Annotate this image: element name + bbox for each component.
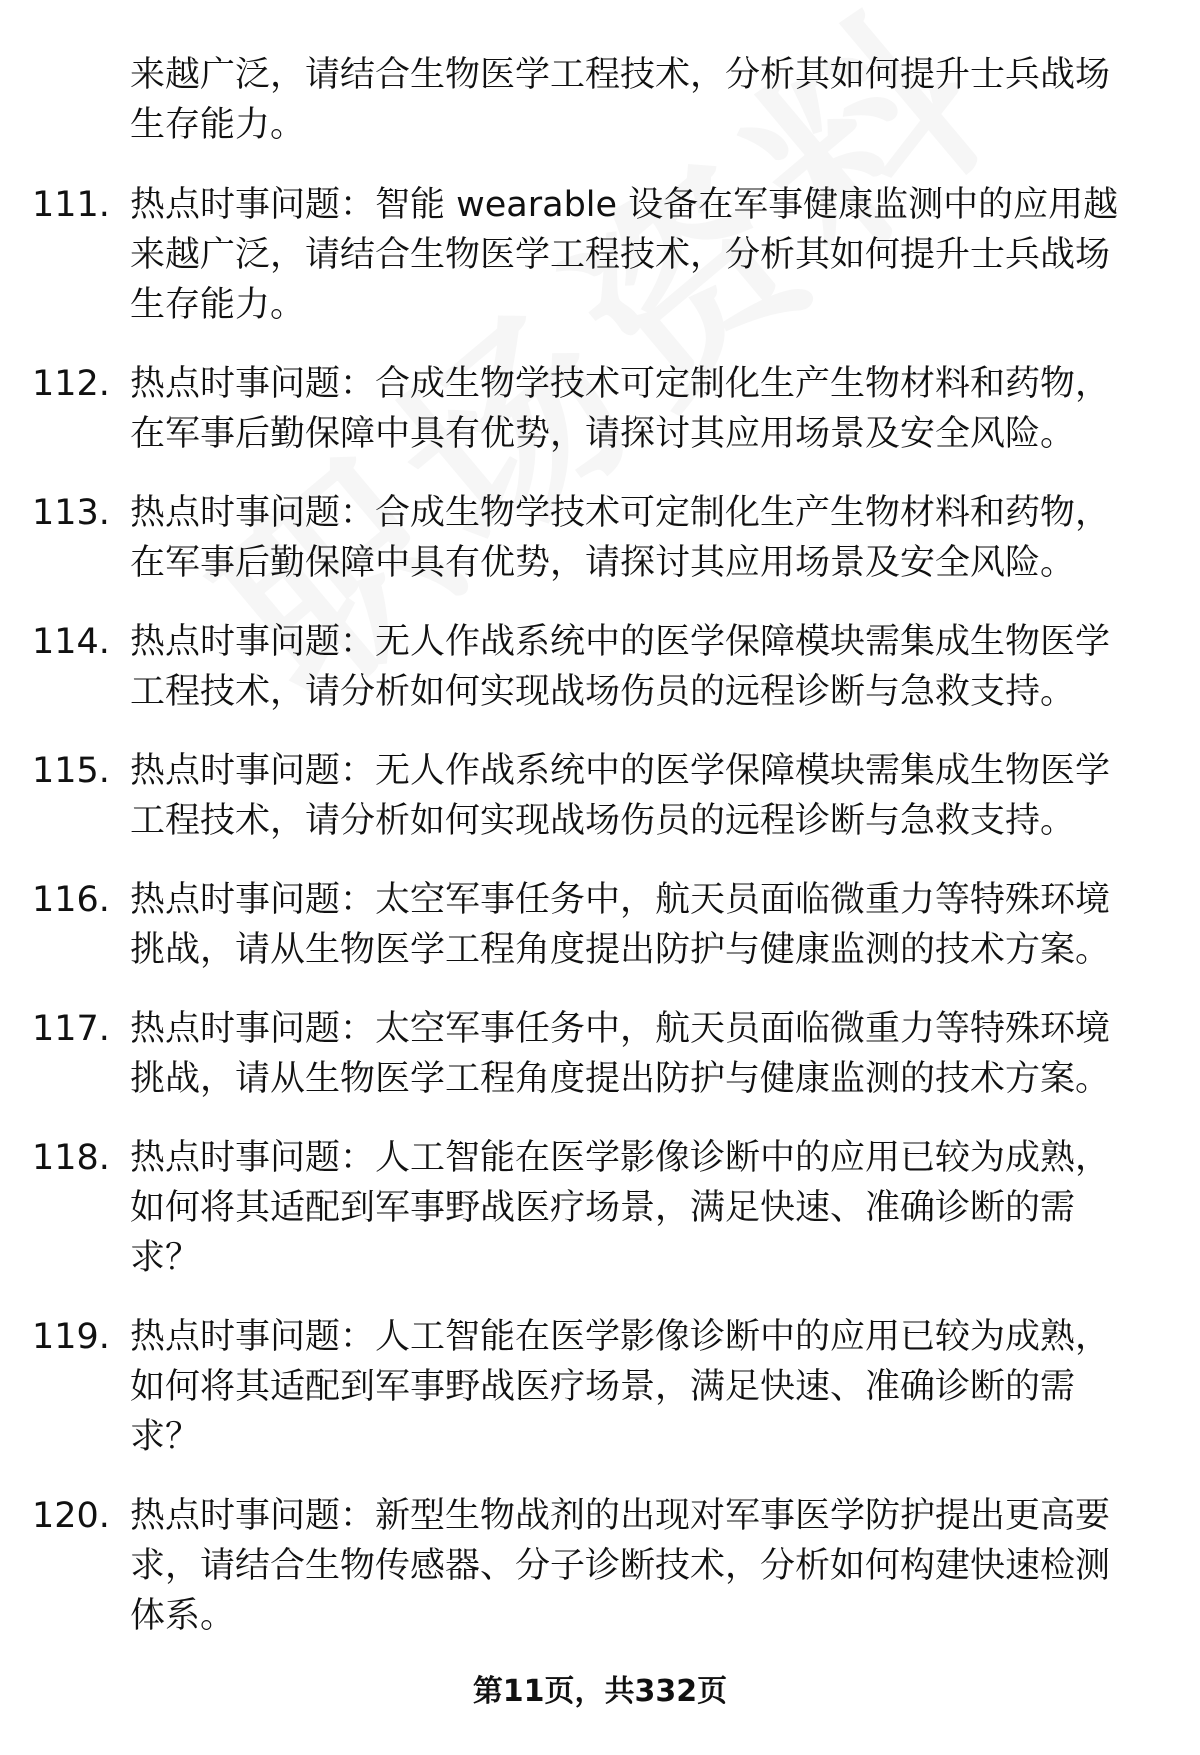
question-item [0, 1004, 1200, 1104]
question-text: 热点时事问题：太空军事任务中，航天员面临微重力等特殊环境挑战，请从生物医学工程角度提出防护与健康监测的技术方案。 [130, 1009, 1111, 1099]
question-list [0, 50, 1200, 1670]
question-text: 热点时事问题：太空军事任务中，航天员面临微重力等特殊环境挑战，请从生物医学工程角度提出防护与健康监测的技术方案。 [130, 880, 1111, 970]
question-number: 118. [32, 1138, 110, 1178]
question-number: 117. [32, 1009, 110, 1049]
question-text: 热点时事问题：新型生物战剂的出现对军事医学防护提出更高要求，请结合生物传感器、分子诊断技术，分析如何构建快速检测体系。 [130, 1496, 1111, 1636]
question-item [0, 180, 1200, 330]
question-text: 热点时事问题：合成生物学技术可定制化生产生物材料和药物，在军事后勤保障中具有优势，请探讨其应用场景及安全风险。 [130, 364, 1111, 454]
question-number: 114. [32, 622, 110, 662]
question-item [0, 488, 1200, 588]
page-footer [0, 1672, 1200, 1712]
question-item [0, 1491, 1200, 1641]
question-text: 热点时事问题：无人作战系统中的医学保障模块需集成生物医学工程技术，请分析如何实现战场伤员的远程诊断与急救支持。 [130, 751, 1111, 841]
question-item [0, 617, 1200, 717]
question-item [0, 875, 1200, 975]
continuation-text: 来越广泛，请结合生物医学工程技术，分析其如何提升士兵战场生存能力。 [130, 55, 1111, 145]
question-text: 热点时事问题：合成生物学技术可定制化生产生物材料和药物，在军事后勤保障中具有优势，请探讨其应用场景及安全风险。 [130, 493, 1111, 583]
question-number: 116. [32, 880, 110, 920]
question-number: 120. [32, 1496, 110, 1536]
question-number: 113. [32, 493, 110, 533]
question-item [0, 1312, 1200, 1462]
question-item [0, 746, 1200, 846]
question-item [0, 359, 1200, 459]
question-number: 115. [32, 751, 110, 791]
question-text: 热点时事问题：无人作战系统中的医学保障模块需集成生物医学工程技术，请分析如何实现战场伤员的远程诊断与急救支持。 [130, 622, 1111, 712]
question-text: 热点时事问题：人工智能在医学影像诊断中的应用已较为成熟，如何将其适配到军事野战医疗场景，满足快速、准确诊断的需求？ [130, 1138, 1111, 1278]
question-item [0, 1133, 1200, 1283]
question-number: 111. [32, 185, 110, 225]
question-number: 112. [32, 364, 110, 404]
question-text: 热点时事问题：人工智能在医学影像诊断中的应用已较为成熟，如何将其适配到军事野战医疗场景，满足快速、准确诊断的需求？ [130, 1317, 1111, 1457]
question-text: 热点时事问题：智能 wearable 设备在军事健康监测中的应用越来越广泛，请结合生物医学工程技术，分析其如何提升士兵战场生存能力。 [130, 185, 1119, 325]
question-number: 119. [32, 1317, 110, 1357]
page-number-label: 第11页，共332页 [472, 1674, 728, 1709]
